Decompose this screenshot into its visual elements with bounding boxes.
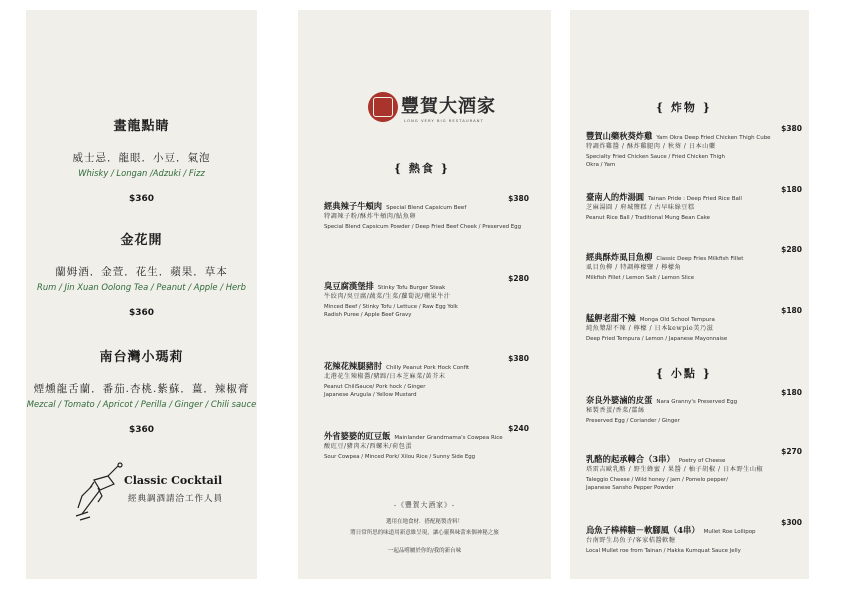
item-desc-zh: 台南野生烏魚子/客家桔醬軟糖: [586, 537, 676, 544]
section-title-hot-food: { 熱食 }: [394, 162, 450, 175]
item-name-en: Nara Granny's Preserved Egg: [656, 399, 738, 405]
item-price: $280: [781, 245, 802, 254]
menu-item: [586, 124, 802, 169]
item-price: $240: [508, 424, 529, 433]
item-price: $380: [781, 124, 802, 133]
drink-item: [26, 346, 257, 435]
seal-logo-icon: [368, 92, 398, 122]
item-desc-zh: 酸豇豆/豬肉末/西螺米/荷包蛋: [324, 443, 413, 450]
item-name-en: Poetry of Cheese: [678, 458, 726, 464]
item-price: $380: [508, 194, 529, 203]
fried-and-snacks-panel: [570, 10, 809, 579]
menu-item: [586, 245, 802, 282]
menu-item: [586, 388, 802, 425]
item-name-en: Special Blend Capsicum Beef: [386, 205, 467, 211]
note-line: 選用在地食材．搭配秘製香料！: [385, 519, 463, 525]
item-price: $380: [508, 354, 529, 363]
item-desc-zh: 特調炸雞醬 / 酥炸雞腿肉 / 秋葵 / 日本山藥: [586, 143, 716, 150]
note-last-line: 一起品嚐屬於你的/我的新台味: [387, 548, 462, 554]
item-desc-en: [586, 335, 802, 343]
item-name-zh: 臭豆腐漢堡排: [324, 281, 374, 291]
item-name-zh: 經典酥炸虱目魚柳: [586, 252, 653, 262]
drink-ingredients-en: Mezcal / Tomato / Apricot / Perilla / Ginger / Chili sauce: [26, 399, 257, 409]
item-name-en: Stinky Tofu Burger Steak: [377, 285, 446, 291]
item-name-zh: 臺南人的炸湯圓: [586, 192, 645, 202]
menu-item: [586, 447, 802, 492]
item-price: $180: [781, 306, 802, 315]
drink-ingredients-en: Rum / Jin Xuan Oolong Tea / Peanut / Apple / Herb: [37, 282, 246, 292]
drink-ingredients-zh: 煙燻龍舌蘭．番茄.杏桃.紫蘇．薑．辣椒膏: [33, 383, 250, 395]
item-desc-en-line: Peanut ChiliSauce/ Pork hock / Ginger: [324, 384, 426, 390]
drink-ingredients-zh: 蘭姆酒．金萱．花生．蘋果．草本: [55, 266, 228, 278]
drink-price: $360: [128, 194, 155, 204]
drink-item: [26, 229, 257, 318]
note-line: 將日常所思的味道用新意維呈現，讓心靈與味蕾來個神秘之旅: [350, 530, 499, 536]
item-desc-en-line: Peanut Rice Ball / Traditional Mung Bean Cake: [586, 215, 710, 221]
item-name-zh: 花辣花辣腿豬肘: [324, 361, 383, 371]
brand-name: 豐賀大酒家: [401, 96, 496, 117]
drink-ingredients-en: Whisky / Longan /Adzuki / Fizz: [78, 168, 205, 178]
item-name-zh: 艋舺老甜不辣: [586, 313, 636, 323]
drink-name: 南台灣小瑪莉: [99, 350, 184, 365]
menu-item: [324, 274, 529, 319]
menu-item: [324, 424, 529, 461]
item-desc-zh: 塔雷吉歐乳酪 / 野生蜂蜜 / 果醬 / 柚子胡椒 / 日本野生山椒: [586, 466, 764, 473]
menu-item: [586, 185, 802, 222]
item-desc-en: [586, 547, 802, 555]
item-desc-en-line: Radish Puree / Apple Beef Gravy: [324, 312, 412, 318]
drink-name: 畫龍點睛: [113, 119, 170, 134]
section-title-snacks: { 小點 }: [656, 367, 712, 380]
item-desc-en-line: Special Blend Capsicum Powder / Deep Fried Beef Cheek / Preserved Egg: [324, 224, 522, 230]
item-desc-en: [324, 383, 529, 399]
item-price: $280: [508, 274, 529, 283]
item-desc-zh: 牛絞肉/臭豆腐/蔬菜/生菜/蘿蔔泥/蘋果牛汁: [324, 293, 451, 300]
item-desc-zh: 純魚漿甜不辣 / 檸檬 / 日本kewpie美乃滋: [586, 325, 714, 332]
item-name-en: Mullet Roe Lollipop: [703, 529, 756, 535]
item-desc-en-line: Deep Fried Tempura / Lemon / Japanese Mayonnaise: [586, 336, 728, 342]
item-name-en: Yam Okra Deep Fried Chicken Thigh Cube: [656, 135, 771, 141]
item-desc-zh: 北港花生辣椒醬/豬蹄/日本芝麻菜/黃芥末: [324, 373, 446, 380]
item-price: $270: [781, 447, 802, 456]
item-desc-en-line: Minced Beef / Stinky Tofu / Lettuce / Raw Egg Yolk: [324, 304, 458, 310]
item-desc-en-line: Milkfish Fillet / Lemon Salt / Lemon Slice: [586, 275, 695, 281]
item-desc-en: [586, 153, 802, 169]
item-name-zh: 乳酪的起承轉合（3串）: [586, 454, 675, 464]
item-desc-zh: 特調辣子粉/酥炸牛頰肉/鮎魚卵: [324, 213, 417, 220]
classic-cocktail-note: [74, 462, 254, 522]
menu-item: [324, 354, 529, 399]
cocktail-shaker-icon: [74, 462, 126, 522]
item-desc-en-line: Specialty Fried Chicken Sauce / Fried Chicken Thigh: [586, 154, 725, 160]
drink-name: 金花開: [120, 233, 163, 248]
item-name-zh: 經典辣子牛頰肉: [324, 201, 383, 211]
item-desc-en-line: Okra / Yam: [586, 162, 616, 168]
item-desc-en: [324, 303, 529, 319]
item-desc-en-line: Japanese Arugula / Yellow Mustard: [324, 392, 417, 398]
item-name-en: Classic Deep Fries Milkfish Fillet: [656, 256, 744, 262]
item-name-en: Tainan Pride : Deep Fried Rice Ball: [648, 196, 742, 202]
item-name-en: Mainlander Grandmama's Cowpea Rice: [394, 435, 503, 441]
item-name-zh: 烏魚子棒棒糖－軟腳風（4串）: [586, 525, 700, 535]
drink-ingredients-zh: 威士忌．龍眼．小豆．氣泡: [72, 152, 211, 164]
note-lines: [298, 517, 551, 539]
cocktail-menu-panel: [26, 10, 257, 579]
drink-price: $360: [128, 308, 155, 318]
note-title: -《豐賀大酒家》-: [393, 501, 456, 509]
item-desc-en: [586, 214, 802, 222]
item-desc-en: [586, 274, 802, 282]
item-price: $180: [781, 185, 802, 194]
item-desc-en-line: Local Mullet roe from Tainan / Hakka Kumquat Sauce Jelly: [586, 548, 741, 554]
item-desc-en: [586, 417, 802, 425]
item-desc-en: [586, 476, 802, 492]
menu-item: [586, 306, 802, 343]
section-title-fried: { 炸物 }: [656, 101, 712, 114]
menu-item: [586, 518, 802, 555]
item-desc-en-line: Preserved Egg / Coriander / Ginger: [586, 418, 680, 424]
item-name-zh: 外省婆婆的豇豆飯: [324, 431, 391, 441]
item-name-en: Monga Old School Tempura: [639, 317, 715, 323]
restaurant-logo: [368, 88, 496, 132]
classic-cocktail-title: Classic Cocktail: [124, 474, 223, 487]
drink-item: [26, 115, 257, 204]
menu-item: [324, 194, 529, 231]
item-desc-en-line: Taleggio Cheese / Wild honey / jam / Pomelo pepper/: [586, 477, 728, 483]
item-desc-zh: 秘製香蛋/香菜/薑絲: [586, 407, 645, 414]
classic-cocktail-subtitle: 經典調酒請洽工作人員: [128, 494, 224, 504]
item-name-en: Chilly Peanut Pork Hock Confit: [386, 365, 470, 371]
hot-food-panel: [298, 10, 551, 579]
item-name-zh: 奈良外婆滷的皮蛋: [586, 395, 653, 405]
item-desc-zh: 虱目魚柳 / 特調檸檬鹽 / 檸檬角: [586, 264, 682, 271]
item-desc-zh: 芝麻湯圓 / 府城鹽糕 / 古早味綠豆糕: [586, 204, 695, 211]
item-desc-en-line: Sour Cowpea / Minced Pork/ Xilou Rice / Sunny Side Egg: [324, 454, 476, 460]
item-price: $180: [781, 388, 802, 397]
brand-subtitle: LONG VERY BIG RESTAURANT: [404, 118, 484, 123]
item-desc-en: [324, 453, 529, 461]
item-price: $300: [781, 518, 802, 527]
restaurant-note: [298, 499, 551, 554]
drink-price: $360: [128, 425, 155, 435]
item-desc-en: [324, 223, 529, 231]
item-desc-en-line: Japanese Sansho Pepper Powder: [586, 485, 674, 491]
item-name-zh: 豐賀山藥秋葵炸雞: [586, 131, 653, 141]
